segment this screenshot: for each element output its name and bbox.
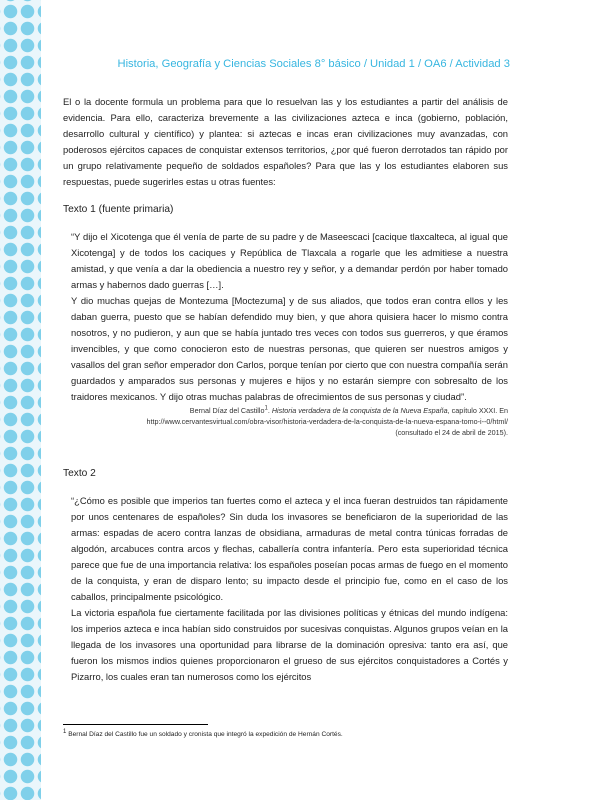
citation-url: http://www.cervantesvirtual.com/obra-visor/historia-verdadera-de-la-conquista-de-la-nueva-espana-tomo-i--0/html/ [146,417,508,426]
footnote-number: 1 [63,728,67,735]
decorative-dot-strip [0,0,46,800]
texto1-paragraph-2: Y dio muchas quejas de Montezuma [Moctezuma] y de sus aliados, que todos eran contra ellos y les daban guerra, puesto que se habían defendido muy bien, y que ahora quisiera hacer lo mismo contra nosotros, y no pudieron, y aun que se había juntado tres veces con todos sus guerreros, y que éramos invencibles, y que como conocieron esto de nuestras personas, que quieren ser nuestros amigos y vasallos del gran señor emperador don Carlos, porque tenían por cierto que con nuestra compañía serán guardados y amparados sus personas y mujeres e hijos y no estarán siempre con sobresalto de los traidores mexicanos. Y dijo otras muchas palabras de ofrecimientos de sus personas y ciudad”. [71,295,508,402]
citation-rest: , capítulo XXXI. En [447,406,508,415]
citation-date: (consultado el 24 de abril de 2015). [395,428,508,437]
texto2-paragraph-2: La victoria española fue ciertamente facilitada por las divisiones políticas y étnicas del mundo indígena: los imperios azteca e inca habían sido construidos por sucesivas conquistas. Algunos grupos veían en la llegada de los invasores una oportunidad para librarse de la dominación opresiva: tanto era así, que fueron los mismos indios quienes proporcionaron el grueso de sus ejércitos conquistadores a Cortés y Pizarro, los cuales eran tan numerosos como los ejércitos [71,607,508,682]
footnote-divider [63,724,208,725]
texto2-paragraph-1: “¿Cómo es posible que imperios tan fuertes como el azteca y el inca fueran destruidos tan rápidamente por unos centenares de españoles? Sin duda los invasores se beneficiaron de la superioridad de las armas: espadas de acero contra lanzas de obsidiana, armaduras de metal contra túnicas forradas de algodón, arcabuces contra arcos y flechas, caballería contra infantería. Pero esta superioridad técnica parece que fue de una importancia relativa: los españoles poseían pocas armas de fuego en el momento de la conquista, y eran de disparo lento; su impacto desde el principio fue, como en el caso de los caballos, principalmente psicológico. [71,495,508,602]
document-body [63,94,508,685]
page-header-breadcrumb: Historia, Geografía y Ciencias Sociales 8° básico / Unidad 1 / OA6 / Actividad 3 [117,58,510,70]
texto1-citation: Bernal Díaz del Castillo$^1$. Historia verdadera de la conquista de la Nueva España, capítulo XXXI. En http://www.cervantesvirtual.com/obra-visor/historia-verdadera-de-la-conquista-de-la-nueva-espana-tomo-i--0/html/ (consultado el 24 de abril de 2015). [146,405,508,437]
texto1-quote [63,229,508,438]
footnote-text: Bernal Díaz del Castillo fue un soldado y cronista que integró la expedición de Hernán Cortés. [68,731,343,738]
texto1-title: Texto 1 (fuente primaria) [63,204,174,215]
footnote [63,730,508,739]
texto1-paragraph-1: “Y dijo el Xicotenga que él venía de parte de su padre y de Maseescaci [cacique tlaxcalteca, al igual que Xicotenga] y de todos los caciques y República de Tlaxcala a rogarle que les admitiese a nuestra amistad, y que venía a dar la obediencia a nuestro rey y señor, y a demandar perdón por haber tomado armas y habernos dado guerras […]. [71,231,508,290]
citation-author: Bernal Díaz del Castillo [189,406,265,415]
citation-work: Historia verdadera de la conquista de la Nueva España [271,406,448,415]
intro-paragraph: El o la docente formula un problema para que lo resuelvan las y los estudiantes a partir del análisis de evidencia. Para ello, caracteriza brevemente a las civilizaciones azteca e inca (gobierno, población, desarrollo cultural y científico) y plantea: si aztecas e incas eran civilizaciones muy avanzadas, con poderosos ejércitos capaces de conquistar extensos territorios, ¿por qué fueron derrotados tan rápido por un grupo relativamente pequeño de soldados españoles? Para que las y los estudiantes elaboren sus respuestas, puede sugerirles estas u otras fuentes: [63,96,508,187]
texto2-title: Texto 2 [63,468,96,479]
citation-footnote-ref: 1 [264,405,268,412]
texto2-quote [63,493,508,685]
